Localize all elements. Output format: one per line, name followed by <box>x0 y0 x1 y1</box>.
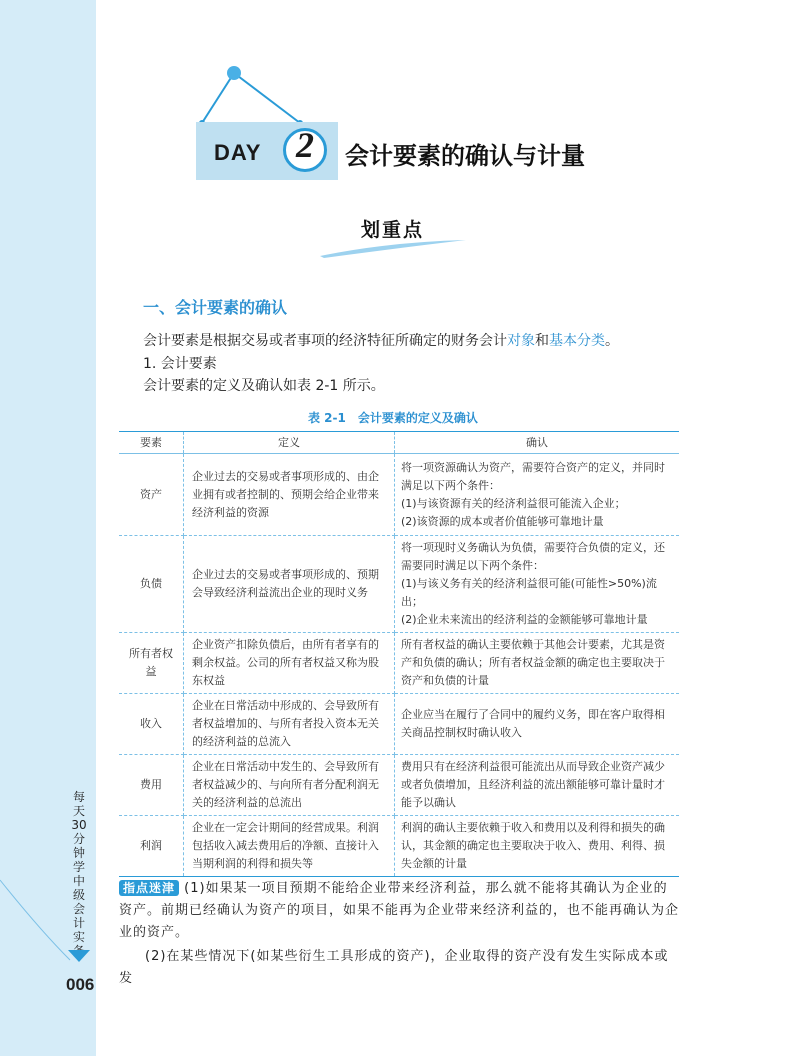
table-row <box>119 536 679 633</box>
table-cell-definition: 企业在日常活动中形成的、会导致所有者权益增加的、与所有者投入资本无关的经济利益的总流入 <box>184 694 395 755</box>
table-cell-definition: 企业过去的交易或者事项形成的、预期会导致经济利益流出企业的现时义务 <box>184 536 395 633</box>
table-cell-confirm: 企业应当在履行了合同中的履约义务，即在客户取得相关商品控制权时确认收入 <box>395 694 680 755</box>
table-row <box>119 694 679 755</box>
note-paragraph-1: 指点迷津 (1)如果某一项目预期不能给企业带来经济利益，那么就不能将其确认为企业的资产。前期已经确认为资产的项目，如果不能再为企业带来经济利益的，也不能再确认为企业的资产。 <box>119 881 680 940</box>
table-header: 确认 <box>395 432 680 454</box>
table-header: 要素 <box>119 432 184 454</box>
definition-table <box>119 431 679 877</box>
table-header-row <box>119 432 679 454</box>
table-cell-confirm: 将一项资源确认为资产，需要符合资产的定义，并同时满足以下两个条件： (1)与该资源有关的经济利益很可能流入企业； (2)该资源的成本或者价值能够可靠地计量 <box>395 454 680 536</box>
table-cell-definition: 企业在日常活动中发生的、会导致所有者权益减少的、与向所有者分配利润无关的经济利益的总流出 <box>184 755 395 816</box>
intro-table-reference: 会计要素的定义及确认如表 2-1 所示。 <box>143 378 385 394</box>
table-cell-confirm: 所有者权益的确认主要依赖于其他会计要素，尤其是资产和负债的确认；所有者权益金额的确定也主要取决于资产和负债的计量 <box>395 633 680 694</box>
table-header: 定义 <box>184 432 395 454</box>
table-cell-element: 资产 <box>119 454 184 536</box>
tips-tag: 指点迷津 <box>119 880 179 896</box>
subsection-title: 一、会计要素的确认 <box>143 298 288 317</box>
table-cell-confirm: 将一项现时义务确认为负债，需要符合负债的定义，还需要同时满足以下两个条件： (1)与该义务有关的经济利益很可能(可能性>50%)流出； (2)企业未来流出的经济利益的金额能够可靠地计量 <box>395 536 680 633</box>
table-cell-element: 利润 <box>119 816 184 877</box>
table-cell-element: 收入 <box>119 694 184 755</box>
table-cell-definition: 企业过去的交易或者事项形成的、由企业拥有或者控制的、预期会给企业带来经济利益的资源 <box>184 454 395 536</box>
heading-underline-decoration <box>318 238 468 260</box>
triangle-down-icon <box>68 950 90 962</box>
table-row <box>119 454 679 536</box>
table-row <box>119 816 679 877</box>
page-number: 006 <box>66 975 95 994</box>
table-cell-element: 负债 <box>119 536 184 633</box>
note-paragraph-2: (2)在某些情况下(如某些衍生工具形成的资产)，企业取得的资产没有发生实际成本或发 <box>119 949 669 986</box>
section-title: 划重点 <box>361 219 425 241</box>
chapter-title: 会计要素的确认与计量 <box>345 142 585 170</box>
table-cell-definition: 企业资产扣除负债后，由所有者享有的剩余权益。公司的所有者权益又称为股东权益 <box>184 633 395 694</box>
day-label: DAY <box>214 140 262 165</box>
table-cell-element: 所有者权益 <box>119 633 184 694</box>
day-number: 2 <box>296 125 314 165</box>
table-caption: 表 2-1 会计要素的定义及确认 <box>308 411 478 425</box>
sidebar-book-title: 每天30分钟学中级会计实务 <box>71 790 87 958</box>
table-cell-element: 费用 <box>119 755 184 816</box>
table-cell-confirm: 费用只有在经济利益很可能流出从而导致企业资产减少或者负债增加，且经济利益的流出额能够可靠计量时才能予以确认 <box>395 755 680 816</box>
table-cell-definition: 企业在一定会计期间的经营成果。利润包括收入减去费用后的净额、直接计入当期利润的利得和损失等 <box>184 816 395 877</box>
intro-paragraph: 会计要素是根据交易或者事项的经济特征所确定的财务会计对象和基本分类。 <box>143 333 619 349</box>
intro-item-heading: 1. 会计要素 <box>143 356 217 372</box>
table-row <box>119 633 679 694</box>
table-cell-confirm: 利润的确认主要依赖于收入和费用以及利得和损失的确认，其金额的确定也主要取决于收入、费用、利得、损失金额的计量 <box>395 816 680 877</box>
table-row <box>119 755 679 816</box>
